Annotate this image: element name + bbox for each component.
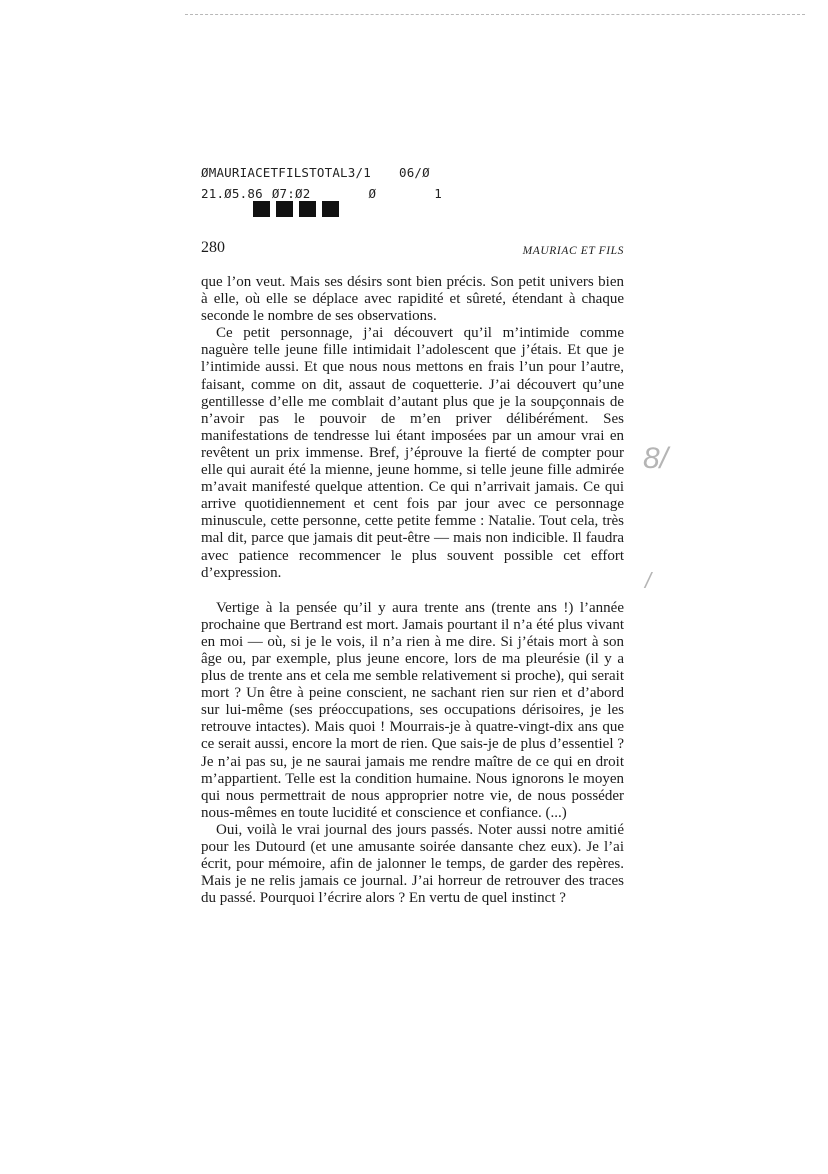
stamp-counter-b: 1: [434, 186, 442, 201]
scan-top-rule: [185, 14, 805, 15]
registration-blocks: [253, 201, 339, 217]
typesetting-stamp-line-2: [201, 186, 442, 201]
paragraph: que l’on veut. Mais ses désirs sont bien précis. Son petit univers bien à elle, où elle se déplace avec rapidité et sûreté, étendant à chaque seconde le nombre de ses observations.: [201, 274, 624, 325]
body-text: [201, 274, 624, 907]
stamp-time: Ø7:Ø2: [271, 186, 311, 201]
stamp-counter-a: Ø: [368, 186, 377, 201]
registration-block: [276, 201, 293, 217]
running-title: MAURIAC ET FILS: [522, 245, 624, 257]
paragraph: Vertige à la pensée qu’il y aura trente ans (trente ans !) l’année prochaine que Bertrand est mort. Jamais pourtant il n’a été plus vivant en moi — où, si je le vois, il n’a rien à me dire. Si j’étais mort à son âge ou, par exemple, plus jeune encore, lors de ma pleurésie (il y a plus de trente ans et cela me semble relativement si proche), qui serait mort ? Un être à peine conscient, ne sachant rien sur rien et d’abord sur lui-même (ses préoccupations, ses occupations dérisoires, je les retrouve intactes). Mais quoi ! Mourrais-je à quatre-vingt-dix ans que ce serait aussi, encore la mort de rien. Que sais-je de plus d’essentiel ? Je n’ai pas su, je ne saurai jamais me rendre maître de ce qui en droit m’appartient. Telle est la condition humaine. Nous ignorons le moyen qui nous permettrait de nous approprier notre vie, de nous posséder nous-mêmes en toute lucidité et conscience et confiance. (...): [201, 599, 624, 821]
paragraph: Ce petit personnage, j’ai découvert qu’il m’intimide comme naguère telle jeune fille intimidait l’adolescent que j’étais. Et que je l’intimide aussi. Et que nous nous mettons en frais l’un pour l’autre, faisant, comme on dit, assaut de coquetterie. J’ai découvert qu’une gentillesse d’elle me comblait d’autant plus que je la soupçonnais de n’avoir pas le pouvoir de m’en priver délibérément. Ses manifestations de tendresse lui étant imposées par un amour vrai en revêtent un prix immense. Bref, j’éprouve la fierté de compter pour elle qui aurait été la mienne, jeune homme, si telle jeune fille admirée m’avait manifesté quelque attention. Ce qui n’arrivait jamais. Ce qui arrive quotidiennement et cent fois par jour avec ce personnage minuscule, cette personne, cette petite femme : Natalie. Tout cela, très mal dit, parce que jamais dit peut-être — mais non indicible. Il faudra avec patience recommencer le plus souvent possible cet effort d’expression.: [201, 325, 624, 581]
registration-block: [299, 201, 316, 217]
margin-pencil-mark: /: [645, 568, 652, 593]
page-number: 280: [201, 239, 225, 256]
stamp-code: ØMAURIACETFILSTOTAL3/1: [201, 165, 371, 180]
registration-block: [322, 201, 339, 217]
stamp-date: 21.Ø5.86: [201, 186, 263, 201]
paragraph: Oui, voilà le vrai journal des jours passés. Noter aussi notre amitié pour les Dutourd (et une amusante soirée dansante chez eux). Je l’ai écrit, pour mémoire, afin de jalonner le temps, de garder des repères. Mais je ne relis jamais ce journal. J’ai horreur de retrouver des traces du passé. Pourquoi l’écrire alors ? En vertu de quel instinct ?: [201, 821, 624, 907]
stamp-page-ref: 06/Ø: [398, 165, 430, 180]
margin-pencil-mark: 8/: [643, 442, 669, 475]
registration-block: [253, 201, 270, 217]
typesetting-stamp-line-1: [201, 165, 430, 180]
